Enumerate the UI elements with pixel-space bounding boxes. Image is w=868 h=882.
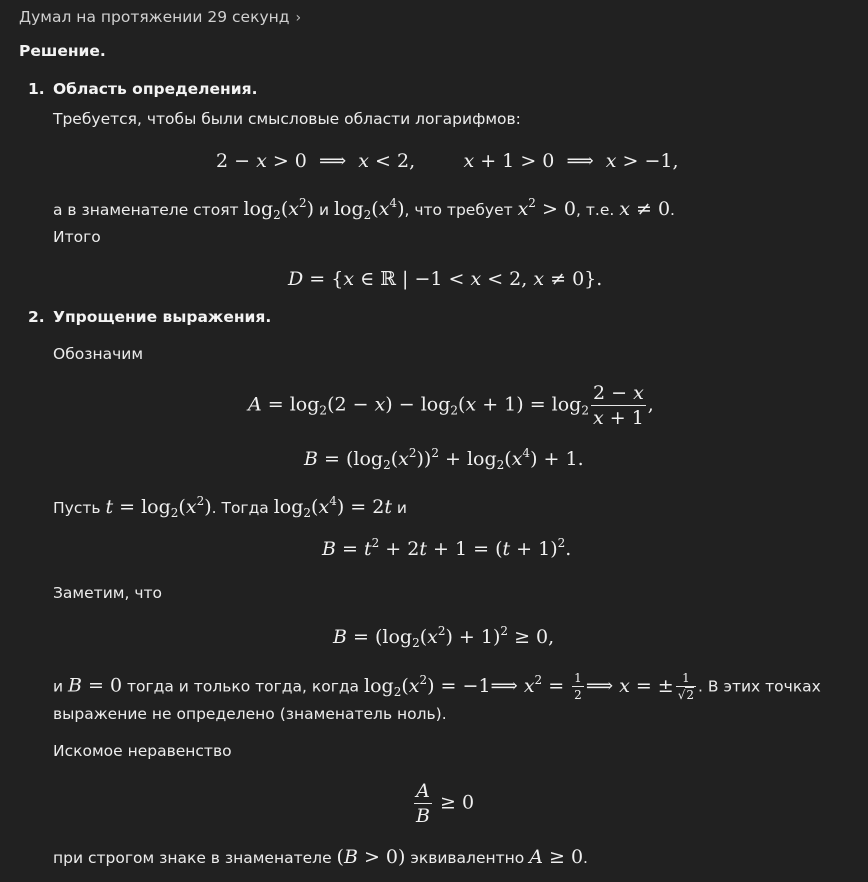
equation-B-in-t: $B = t^2 + 2t + 1 = (t + 1)^2$. bbox=[322, 536, 572, 560]
solution-title: Решение. bbox=[19, 42, 106, 60]
final-statement-line: при строгом знаке в знаменателе (B > 0) эквивалентно A ≥ 0. bbox=[53, 846, 588, 868]
note-label: Заметим, что bbox=[53, 584, 162, 602]
section-1-title: Область определения. bbox=[53, 80, 258, 98]
equation-domain-set: D = {x ∈ ℝ | −1 < x < 2, x ≠ 0}. bbox=[288, 268, 603, 290]
thought-summary-toggle[interactable] bbox=[19, 8, 301, 26]
section-1-denominator-line: а в знаменателе стоят $\log_2(x^2)$ и $\log_2(x^4)$, что требует $x^2 > 0$, т.е. x ≠ 0. bbox=[53, 196, 675, 222]
total-label: Итого bbox=[53, 228, 101, 246]
section-2-number: 2. bbox=[28, 308, 45, 326]
section-1-intro: Требуется, чтобы были смысловые области логарифмов: bbox=[53, 110, 521, 128]
zero-condition-line-2: выражение не определено (знаменатель ноль). bbox=[53, 705, 447, 723]
equation-B-nonnegative: $B = (\log_2(x^2) + 1)^2 \ge 0$, bbox=[333, 624, 555, 650]
section-2-intro: Обозначим bbox=[53, 345, 144, 363]
thought-label: Думал на протяжении 29 секунд bbox=[19, 8, 290, 26]
equation-A: $A = \log_2(2 - x) - \log_2(x + 1) = \log_2$ $\frac{2 - x}{x + 1}$ , bbox=[248, 382, 654, 429]
section-2-title: Упрощение выражения. bbox=[53, 308, 272, 326]
section-1-number: 1. bbox=[28, 80, 45, 98]
inequality-label: Искомое неравенство bbox=[53, 742, 232, 760]
equation-inequality: $\frac{A}{B}$ ≥ 0 bbox=[416, 780, 475, 827]
zero-condition-line: и B = 0 тогда и только тогда, когда $\log_2(x^2)$ = −1⟹ $x^2$ = $\frac{1}{2}$ ⟹ x = ± $\frac{1}{√2}$ . В этих точках bbox=[53, 671, 821, 702]
substitution-line: Пусть $t = \log_2(x^2)$. Тогда $\log_2(x^4) = 2t$ и bbox=[53, 494, 407, 520]
equation-domain-conditions: 2 − x > 0 ⟹ x < 2, x + 1 > 0 ⟹ x > −1, bbox=[216, 150, 679, 172]
equation-B: $B = (\log_2(x^2))^2 + \log_2(x^4) + 1$. bbox=[304, 446, 584, 472]
chevron-right-icon: › bbox=[295, 10, 302, 26]
